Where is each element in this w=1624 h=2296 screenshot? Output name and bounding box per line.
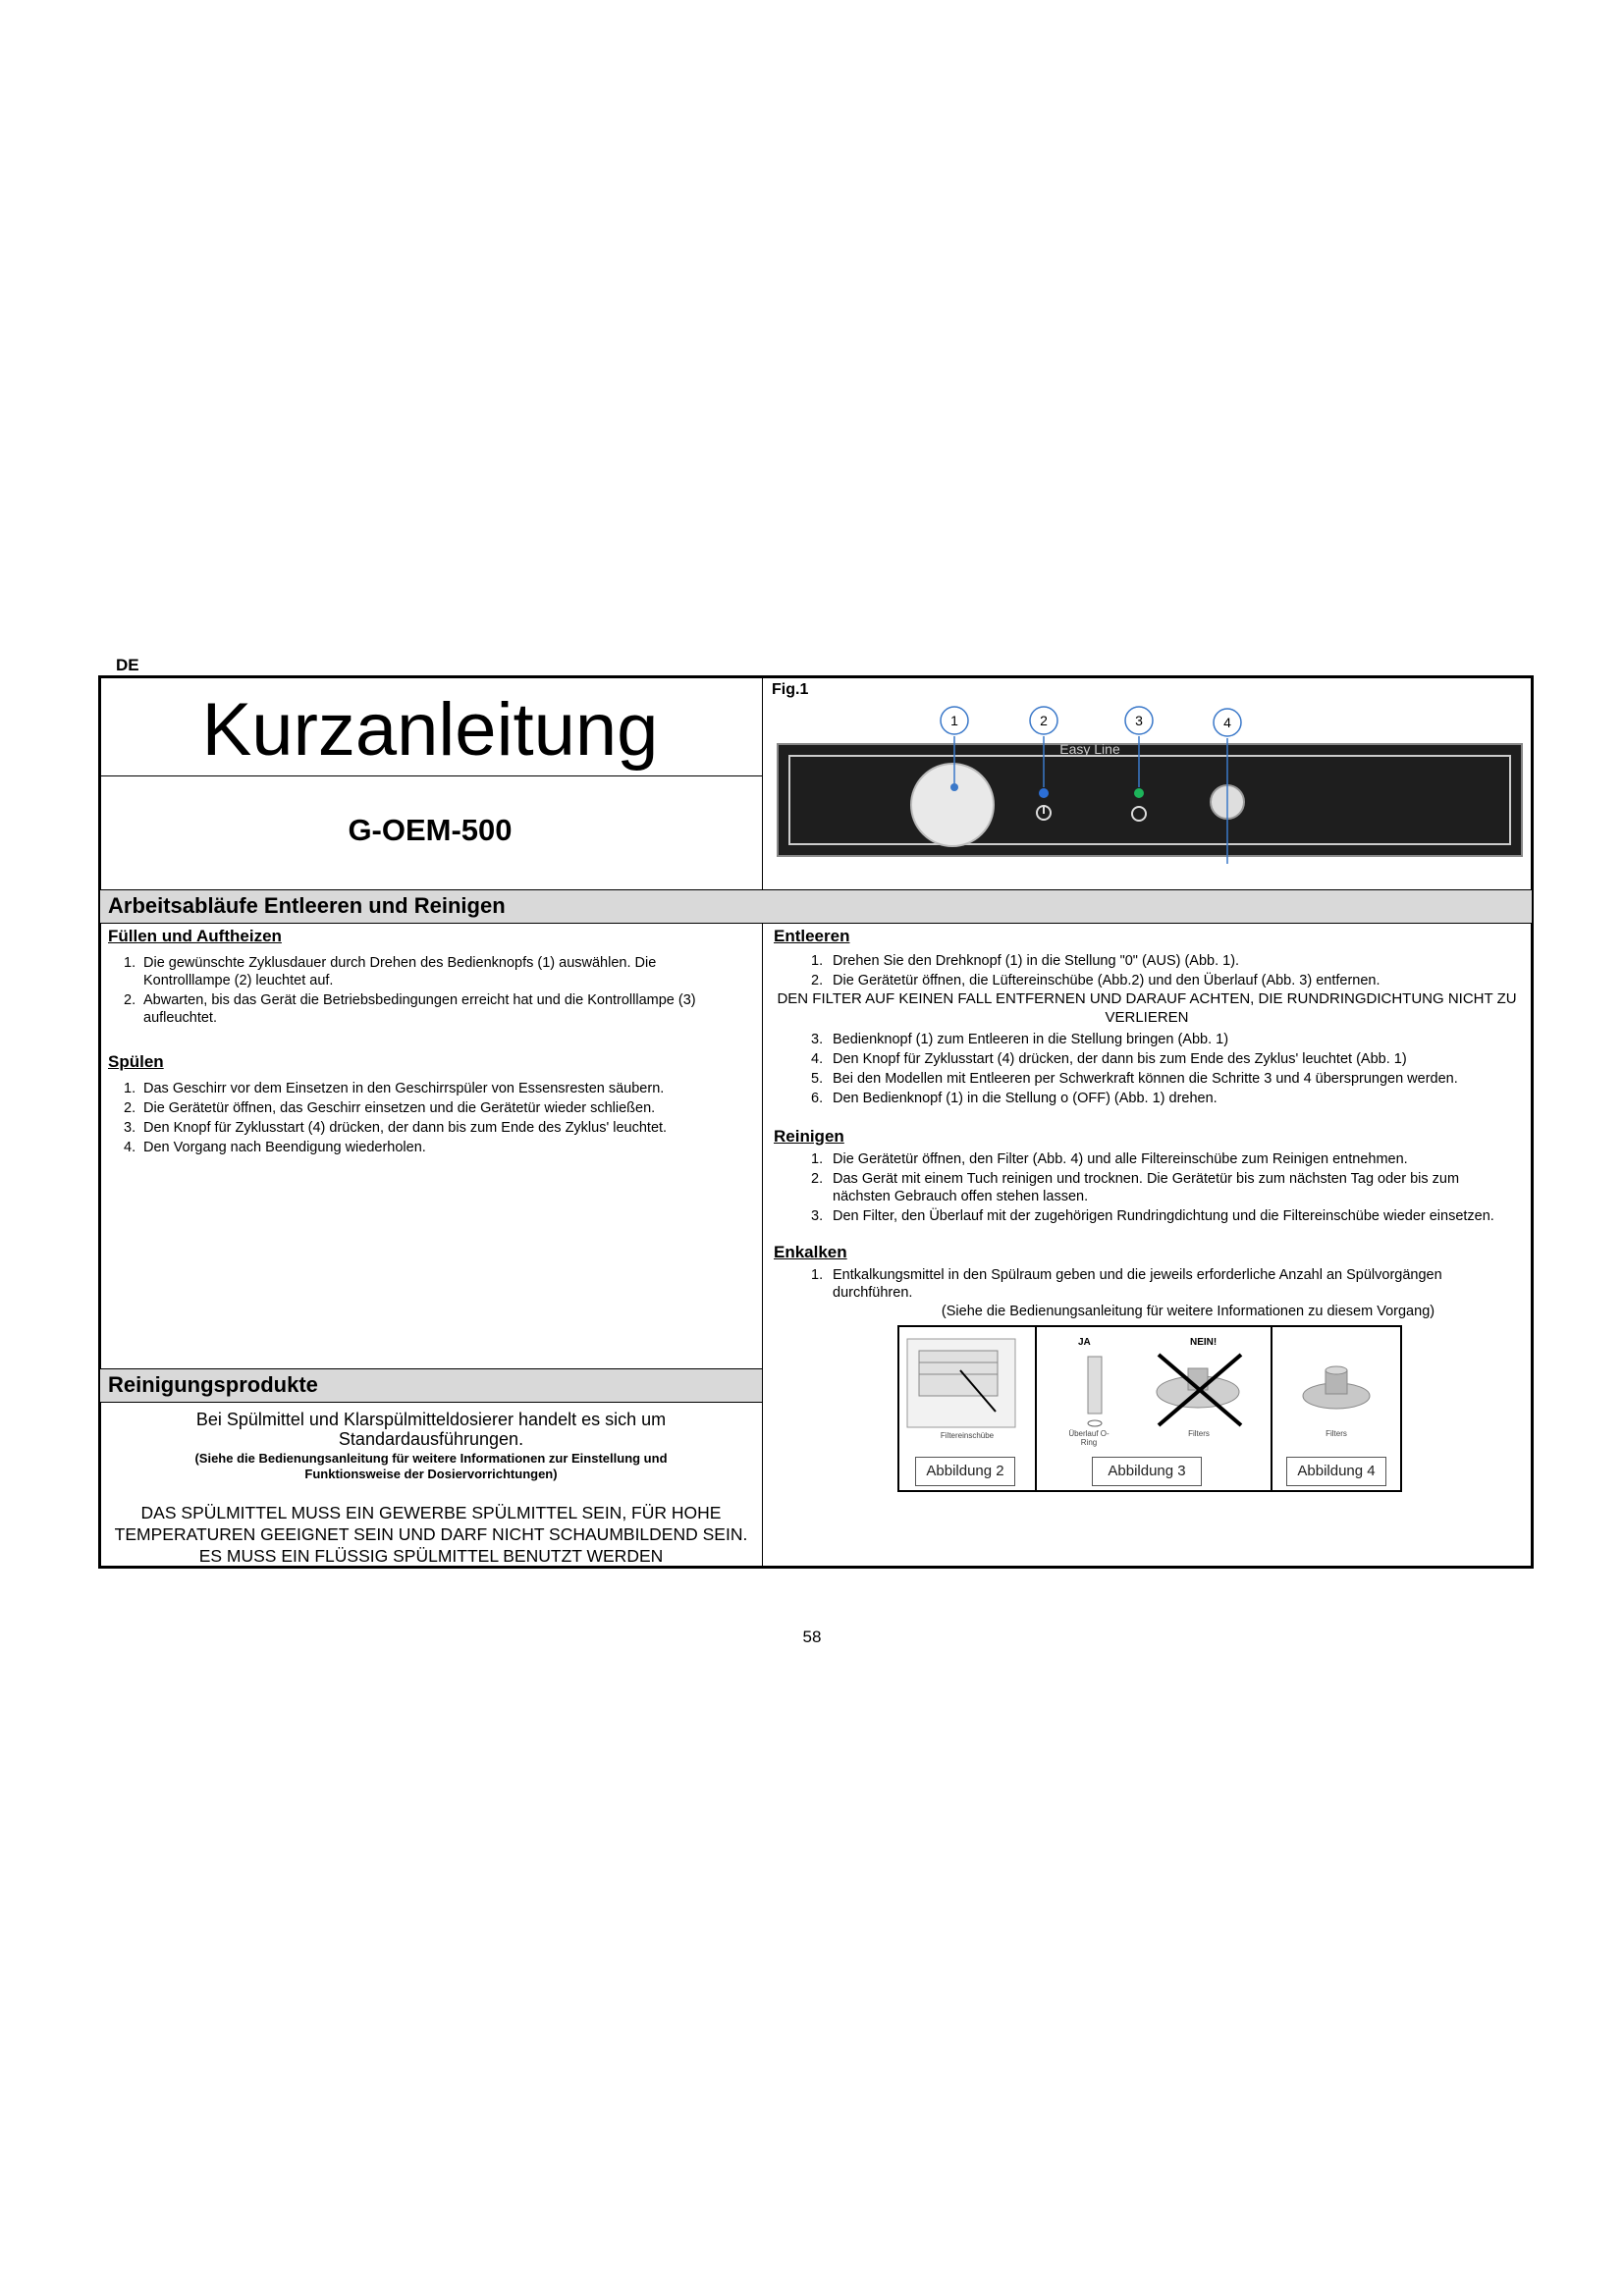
fig4-label: Abbildung 4 xyxy=(1286,1457,1386,1486)
list-item: 2. Abwarten, bis das Gerät die Betriebsbedingungen erreicht hat und die Kontrolllampe (3) aufleuchtet. xyxy=(124,992,696,1026)
filter-illustration xyxy=(1276,1347,1396,1425)
list-item: 1. Die Gerätetür öffnen, den Filter (Abb. 4) und alle Filtereinschübe zum Reinigen entnehmen. xyxy=(811,1151,1408,1167)
fig3-yes: JA xyxy=(1078,1337,1091,1348)
fig2-label: Abbildung 2 xyxy=(915,1457,1015,1486)
rinse-heading: Spülen xyxy=(108,1052,164,1071)
list-item: 2. Die Gerätetür öffnen, das Geschirr einsetzen und die Gerätetür wieder schließen. xyxy=(124,1100,656,1116)
lamp-3 xyxy=(1134,788,1144,798)
callout-4-number: 4 xyxy=(1223,715,1231,730)
language-tag: DE xyxy=(116,656,139,674)
drain-steps-a xyxy=(774,952,1520,991)
products-divider-bottom xyxy=(100,1402,762,1403)
clean-heading: Reinigen xyxy=(774,1127,844,1146)
list-item: 5. Bei den Modellen mit Entleeren per Schwerkraft können die Schritte 3 und 4 übersprungen werden. xyxy=(811,1071,1458,1087)
column-divider xyxy=(762,677,763,1567)
rinse-steps xyxy=(108,1080,707,1158)
callout-1-number: 1 xyxy=(950,713,958,728)
selector-knob xyxy=(911,764,994,846)
section-heading-products: Reinigungsprodukte xyxy=(108,1372,318,1397)
products-line-1: Bei Spülmittel und Klarspülmitteldosierer handelt es sich um xyxy=(195,1410,667,1429)
list-item: 3. Den Knopf für Zyklusstart (4) drücken, der dann bis zum Ende des Zyklus' leuchtet. xyxy=(124,1120,668,1136)
model-name: G-OEM-500 xyxy=(348,813,513,847)
list-item: 1. Die gewünschte Zyklusdauer durch Drehen des Bedienknopfs (1) auswählen. Die Kontrolllampe (2) leuchtet auf. xyxy=(124,955,657,988)
fig3-no: NEIN! xyxy=(1190,1337,1218,1348)
list-item: 2. Die Gerätetür öffnen, die Lüftereinschübe (Abb.2) und den Überlauf (Abb. 3) entfernen. xyxy=(811,973,1380,988)
drain-warning: DEN FILTER AUF KEINEN FALL ENTFERNEN UND DARAUF ACHTEN, DIE RUNDRINGDICHTUNG NICHT ZU VERLIEREN xyxy=(777,990,1517,1026)
list-item: 6. Den Bedienknopf (1) in die Stellung o (OFF) (Abb. 1) drehen. xyxy=(811,1091,1218,1106)
list-item: 2. Das Gerät mit einem Tuch reinigen und trocknen. Die Gerätetür bis zum nächsten Tag oder bis zum nächsten Gebrauch offen stehen lassen. xyxy=(811,1171,1460,1204)
drain-steps-b xyxy=(774,1031,1520,1109)
products-line-2: Standardausführungen. xyxy=(338,1429,524,1449)
fill-heading: Füllen und Auftheizen xyxy=(108,927,282,945)
fig3-label: Abbildung 3 xyxy=(1092,1457,1202,1486)
title-divider xyxy=(100,775,762,776)
products-warning: DAS SPÜLMITTEL MUSS EIN GEWERBE SPÜLMITTEL SEIN, FÜR HOHE TEMPERATUREN GEEIGNET SEIN UND DARF NICHT SCHAUMBILDEND SEIN. ES MUSS EIN FLÜSSIG SPÜLMITTEL BENUTZT WERDEN xyxy=(114,1503,748,1566)
drain-heading: Entleeren xyxy=(774,927,850,945)
control-panel-figure xyxy=(774,699,1530,866)
fig4-caption: Filters xyxy=(1326,1429,1347,1438)
figure-1-label: Fig.1 xyxy=(772,681,809,698)
page-title: Kurzanleitung xyxy=(201,688,659,772)
fig2-caption: Filtereinschübe xyxy=(940,1431,995,1440)
lamp-2 xyxy=(1039,788,1049,798)
control-panel-body xyxy=(778,744,1522,856)
descale-steps xyxy=(774,1266,1461,1304)
brand-label: Easy Line xyxy=(1059,741,1120,757)
descale-heading: Enkalken xyxy=(774,1243,847,1261)
list-item: 4. Den Vorgang nach Beendigung wiederholen. xyxy=(124,1140,426,1155)
fig3-caption-left: Überlauf O-Ring xyxy=(1068,1429,1110,1447)
section-divider xyxy=(100,923,1532,924)
fill-steps xyxy=(108,954,736,1029)
filter-drawer-illustration xyxy=(901,1329,1033,1431)
list-item: 1. Das Geschirr vor dem Einsetzen in den Geschirrspüler von Essensresten säubern. xyxy=(124,1081,665,1096)
list-item: 3. Bedienknopf (1) zum Entleeren in die Stellung bringen (Abb. 1) xyxy=(811,1032,1229,1047)
products-note: (Siehe die Bedienungsanleitung für weitere Informationen zur Einstellung und Funktionsweise der Dosiervorrichtungen) xyxy=(194,1451,668,1481)
overflow-and-filter-illustration xyxy=(1041,1347,1269,1435)
descale-note: (Siehe die Bedienungsanleitung für weitere Informationen zu diesem Vorgang) xyxy=(941,1304,1435,1319)
list-item: 1. Entkalkungsmittel in den Spülraum geben und die jeweils erforderliche Anzahl an Spülvorgängen durchführen. xyxy=(811,1267,1442,1301)
callout-3-number: 3 xyxy=(1135,713,1143,728)
page-number: 58 xyxy=(802,1628,822,1646)
callout-2-number: 2 xyxy=(1040,713,1048,728)
list-item: 3. Den Filter, den Überlauf mit der zugehörigen Rundringdichtung und die Filtereinschübe wieder einsetzen. xyxy=(811,1208,1494,1224)
fig3-caption-right: Filters xyxy=(1188,1429,1210,1438)
section-heading-work: Arbeitsabläufe Entleeren und Reinigen xyxy=(108,893,506,918)
list-item: 1. Drehen Sie den Drehknopf (1) in die Stellung "0" (AUS) (Abb. 1). xyxy=(811,953,1240,969)
clean-steps xyxy=(774,1150,1520,1227)
list-item: 4. Den Knopf für Zyklusstart (4) drücken, der dann bis zum Ende des Zyklus' leuchtet (Abb. 1) xyxy=(811,1051,1407,1067)
